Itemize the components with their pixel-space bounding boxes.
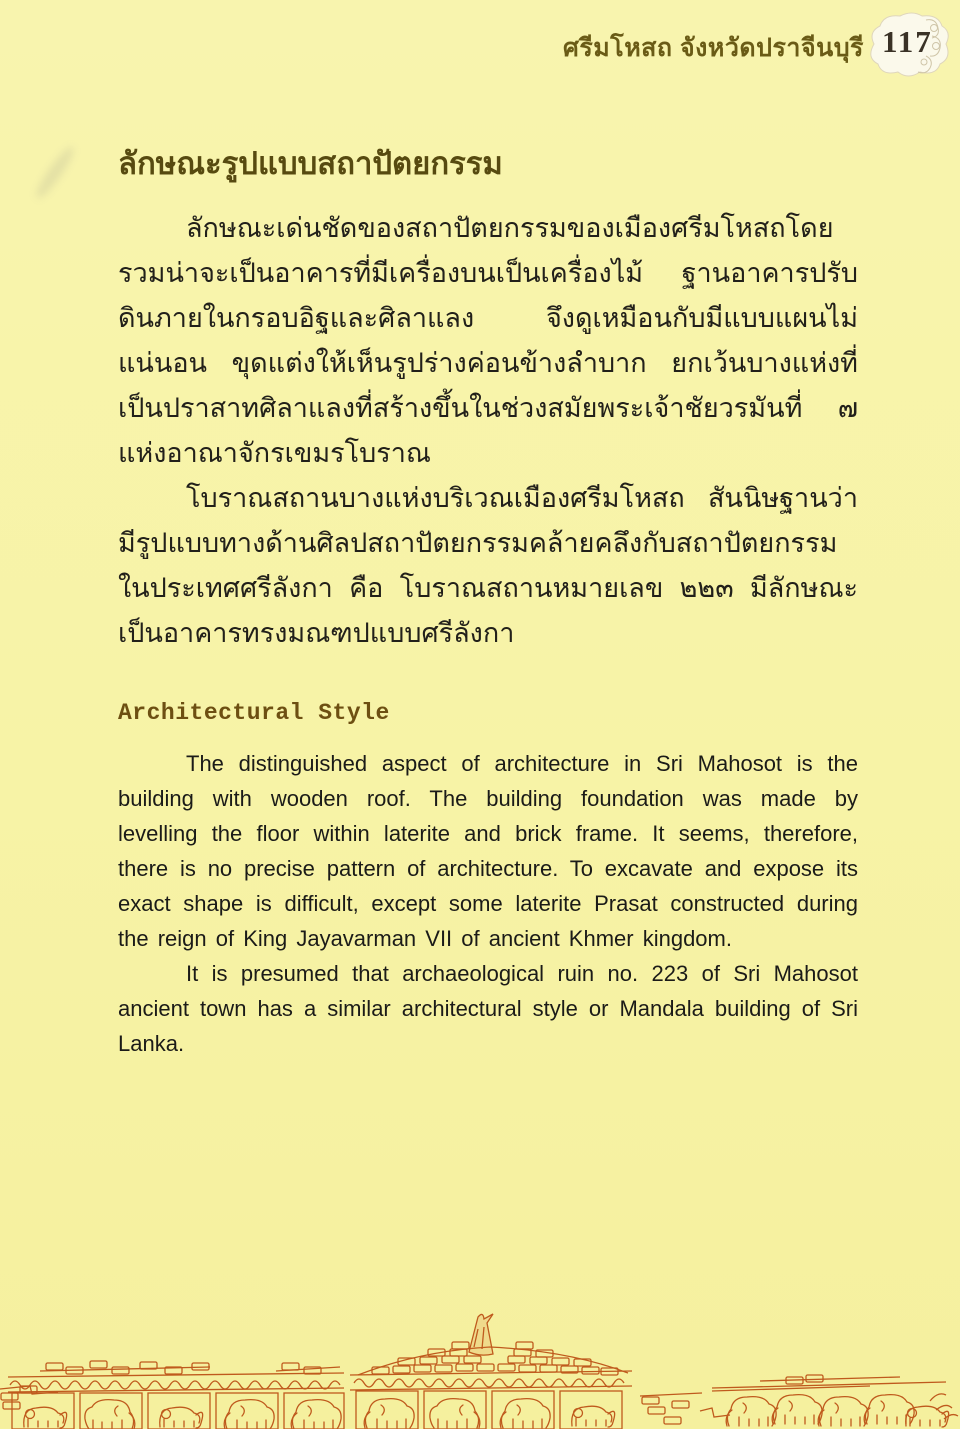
page-number: 117 [882, 24, 933, 59]
page-content [118, 138, 858, 1061]
paper-smudge [32, 143, 78, 201]
ruins-elephant-frieze-illustration [0, 1289, 960, 1429]
english-paragraph-1: The distinguished aspect of architecture in Sri Mahosot is the building with wooden roof. The building foundation was made by levelling the floor within laterite and brick frame. It seems, therefore, there is no precise pattern of architecture. To excavate and expose its exact shape is difficult, except some laterite Prasat constructed during the reign of King Jayavarman VII of ancient Khmer kingdom. [118, 751, 858, 951]
thai-section-heading: ลักษณะรูปแบบสถาปัตยกรรม [118, 146, 503, 181]
thai-paragraph-2: โบราณสถานบางแห่งบริเวณเมืองศรีมโหสถ สันนิษฐานว่ามีรูปแบบทางด้านศิลปสถาปัตยกรรมคล้ายคลึงกับสถาปัตยกรรมในประเทศศรีลังกา คือ โบราณสถานหมายเลข ๒๒๓ มีลักษณะเป็นอาคารทรงมณฑปแบบศรีลังกา [118, 483, 858, 648]
english-section-heading: Architectural Style [118, 700, 390, 726]
header-title: ศรีมโหสถ จังหวัดปราจีนบุรี [562, 34, 864, 62]
page-number-seal [860, 6, 952, 82]
english-paragraph-2: It is presumed that archaeological ruin no. 223 of Sri Mahosot ancient town has a similar architectural style or Mandala building of Sri Lanka. [118, 961, 858, 1056]
ruins-frieze-icon [0, 1289, 960, 1429]
thai-paragraph-1: ลักษณะเด่นชัดของสถาปัตยกรรมของเมืองศรีมโหสถโดยรวมน่าจะเป็นอาคารที่มีเครื่องบนเป็นเครื่องไม้ ฐานอาคารปรับดินภายในกรอบอิฐและศิลาแลง จึงดูเหมือนกับมีแบบแผนไม่แน่นอน ขุดแต่งให้เห็นรูปร่างค่อนข้างลำบาก ยกเว้นบางแห่งที่เป็นปราสาทศิลาแลงที่สร้างขึ้นในช่วงสมัยพระเจ้าชัยวรมันที่ ๗ แห่งอาณาจักรเขมรโบราณ [118, 213, 858, 468]
